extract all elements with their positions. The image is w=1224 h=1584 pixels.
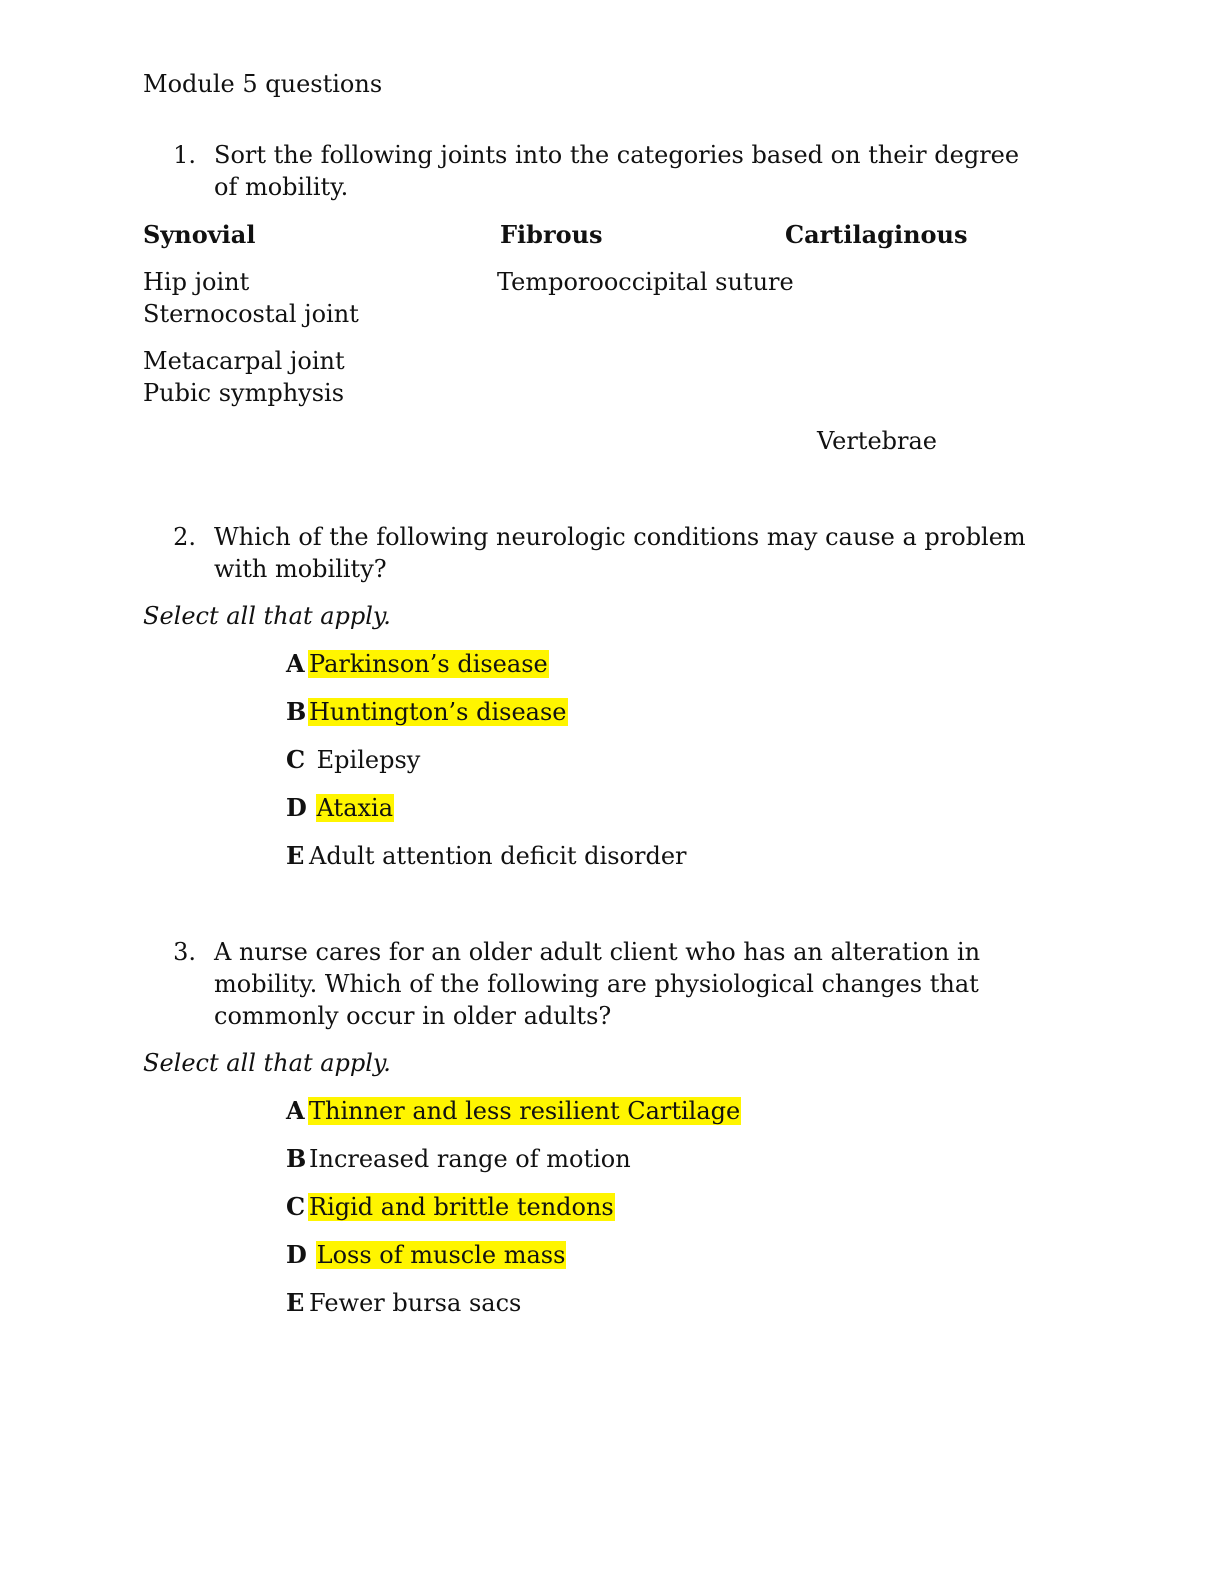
q2-option-c[interactable]	[286, 744, 421, 776]
option-letter: C	[286, 1192, 306, 1221]
cartilaginous-item-vertebrae: Vertebrae	[817, 427, 937, 455]
header-cartilaginous: Cartilaginous	[785, 220, 968, 249]
option-letter: D	[286, 1240, 307, 1269]
option-text: Thinner and less resilient Cartilage	[309, 1097, 741, 1125]
q2-text: Which of the following neurologic conditions may cause a problem with mobility?	[214, 523, 1026, 583]
option-letter: B	[286, 1144, 307, 1173]
option-text: Increased range of motion	[309, 1145, 631, 1173]
option-text: Fewer bursa sacs	[309, 1289, 522, 1317]
option-text: Epilepsy	[316, 746, 421, 774]
synovial-item-pubic: Pubic symphysis	[143, 379, 345, 407]
q3-number: 3.	[173, 938, 196, 966]
option-text: Ataxia	[316, 794, 394, 822]
option-letter: B	[286, 697, 307, 726]
option-letter: A	[286, 649, 305, 678]
q3-option-a[interactable]	[286, 1095, 741, 1127]
q3-option-b[interactable]	[286, 1143, 632, 1175]
synovial-item-hip: Hip joint	[143, 268, 250, 296]
option-letter: A	[286, 1096, 305, 1125]
option-letter: E	[286, 1288, 305, 1317]
option-text: Loss of muscle mass	[316, 1241, 566, 1269]
option-letter: D	[286, 793, 307, 822]
fibrous-item-suture: Temporooccipital suture	[497, 268, 794, 296]
q3-instruction: Select all that apply.	[143, 1049, 391, 1077]
option-text: Rigid and brittle tendons	[309, 1193, 614, 1221]
q2-option-d[interactable]	[286, 792, 394, 824]
q3-text: A nurse cares for an older adult client who has an alteration in mobility. Which of the following are physiological changes that commonly occur in older adults?	[214, 938, 981, 1030]
header-fibrous: Fibrous	[500, 220, 603, 249]
q3-option-c[interactable]	[286, 1191, 615, 1223]
option-letter: C	[286, 745, 306, 774]
document-title: Module 5 questions	[143, 70, 383, 98]
q2-instruction: Select all that apply.	[143, 602, 391, 630]
q2-option-e[interactable]	[286, 840, 688, 872]
q1-number: 1.	[173, 141, 196, 169]
q2-number: 2.	[173, 523, 196, 551]
synovial-item-metacarpal: Metacarpal joint	[143, 347, 345, 375]
option-text: Huntington’s disease	[309, 698, 567, 726]
q3-option-e[interactable]	[286, 1287, 522, 1319]
q2-option-a[interactable]	[286, 648, 549, 680]
synovial-item-sternocostal: Sternocostal joint	[143, 300, 359, 328]
q3-option-d[interactable]	[286, 1239, 566, 1271]
q2-option-b[interactable]	[286, 696, 568, 728]
q1-text: Sort the following joints into the categories based on their degree of mobility.	[214, 141, 1020, 201]
header-synovial: Synovial	[143, 220, 256, 249]
option-letter: E	[286, 841, 305, 870]
option-text: Parkinson’s disease	[309, 650, 548, 678]
option-text: Adult attention deficit disorder	[309, 842, 687, 870]
